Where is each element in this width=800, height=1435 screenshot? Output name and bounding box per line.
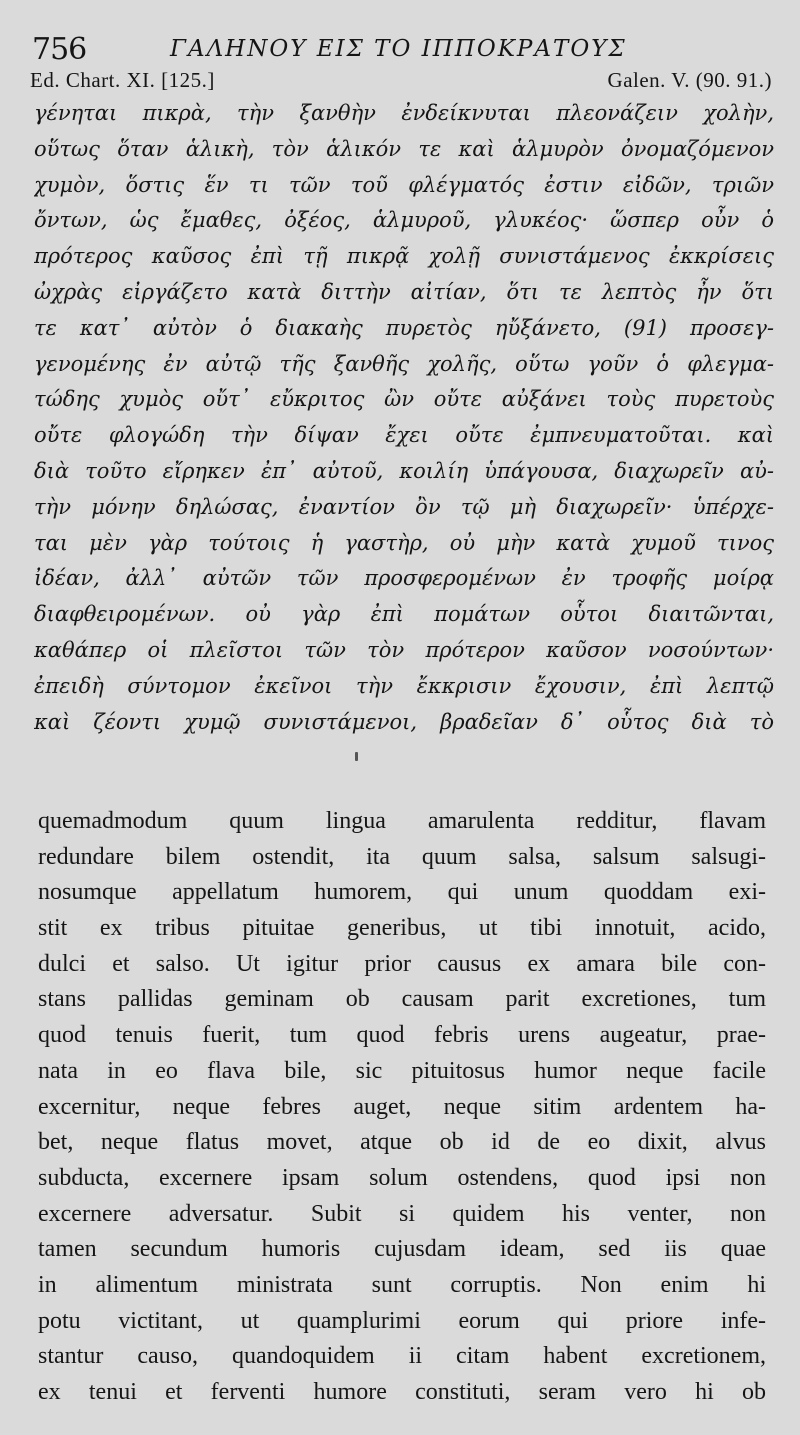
latin-line: nosumque appellatum humorem, qui unum quoddam exi- <box>38 879 766 906</box>
greek-line: διὰ τοῦτο εἴρηκεν ἐπ᾽ αὐτοῦ, κοιλίη ὑπάγουσα, διαχωρεῖν αὐ- <box>34 458 774 483</box>
latin-line: excernitur, neque febres auget, neque sitim ardentem ha- <box>38 1093 766 1120</box>
greek-line: ται μὲν γὰρ τούτοις ἡ γαστὴρ, οὐ μὴν κατὰ χυμοῦ τινος <box>34 530 774 555</box>
latin-line: stantur causo, quandoquidem ii citam habent excretionem, <box>38 1343 766 1370</box>
latin-line: dulci et salso. Ut igitur prior causus ex amara bile con- <box>38 950 766 977</box>
greek-line: γένηται πικρὰ, τὴν ξανθὴν ἐνδείκνυται πλεονάζειν χολὴν, <box>34 101 774 125</box>
latin-line: stans pallidas geminam ob causam parit excretiones, tum <box>38 986 766 1013</box>
greek-line: τώδης χυμὸς οὔτ᾽ εὔκριτος ὢν οὔτε αὐξάνει τοὺς πυρετοὺς <box>34 387 774 412</box>
greek-line: καθάπερ οἱ πλεῖστοι τῶν τὸν πρότερον καῦσον νοσούντων· <box>34 637 774 662</box>
ink-mark <box>355 752 358 761</box>
greek-text-block <box>34 96 774 740</box>
latin-line: potu victitant, ut quamplurimi eorum qui priore infe- <box>38 1307 766 1334</box>
greek-line: οὕτως ὅταν ἁλικὴ, τὸν ἁλικόν τε καὶ ἁλμυρὸν ὀνομαζόμενον <box>34 136 774 161</box>
latin-line: quemadmodum quum lingua amarulenta redditur, flavam <box>38 808 766 834</box>
edition-reference-chart: Ed. Chart. XI. [125.] <box>30 68 215 92</box>
latin-line: ex tenui et ferventi humore constituti, seram vero hi ob <box>38 1379 766 1405</box>
greek-line: ὄντων, ὡς ἔμαθες, ὀξέος, ἁλμυροῦ, γλυκέος· ὥσπερ οὖν ὁ <box>34 208 774 233</box>
running-title: ΓΑΛΗΝΟΥ ΕΙΣ ΤΟ ΙΠΠΟΚΡΑΤΟΥΣ <box>170 36 627 62</box>
greek-line: χυμὸν, ὅστις ἕν τι τῶν τοῦ φλέγματός ἐστιν εἰδῶν, τριῶν <box>34 172 774 197</box>
latin-line: nata in eo flava bile, sic pituitosus humor neque facile <box>38 1057 766 1084</box>
latin-line: bet, neque flatus movet, atque ob id de eo dixit, alvus <box>38 1129 766 1156</box>
greek-line: τε κατ᾽ αὐτὸν ὁ διακαὴς πυρετὸς ηὔξάνετο, (91) προσεγ- <box>34 315 774 340</box>
latin-line: stit ex tribus pituitae generibus, ut tibi innotuit, acido, <box>38 915 766 942</box>
latin-line: redundare bilem ostendit, ita quum salsa, salsum salsugi- <box>38 843 766 870</box>
greek-line: οὔτε φλογώδη τὴν δίψαν ἔχει οὔτε ἐμπνευματοῦται. καὶ <box>34 423 774 448</box>
greek-line: ἰδέαν, ἀλλ᾽ αὐτῶν τῶν προσφερομένων ἐν τροφῆς μοίρᾳ <box>34 566 774 591</box>
greek-line: καὶ ζέοντι χυμῷ συνιστάμενοι, βραδεῖαν δ᾽ οὗτος διὰ τὸ <box>34 709 774 734</box>
edition-reference-galen: Galen. V. (90. 91.) <box>607 68 772 92</box>
page-number: 756 <box>32 32 87 67</box>
greek-line: πρότερος καῦσος ἐπὶ τῇ πικρᾷ χολῇ συνιστάμενος ἐκκρίσεις <box>34 244 774 269</box>
latin-line: in alimentum ministrata sunt corruptis. Non enim hi <box>38 1271 766 1298</box>
latin-line: subducta, excernere ipsam solum ostendens, quod ipsi non <box>38 1164 766 1191</box>
greek-line: διαφθειρομένων. οὐ γὰρ ἐπὶ πομάτων οὗτοι διαιτῶνται, <box>34 602 774 627</box>
greek-line: γενομένης ἐν αὐτῷ τῆς ξανθῆς χολῆς, οὕτω γοῦν ὁ φλεγμα- <box>34 351 774 376</box>
greek-line: τὴν μόνην δηλώσας, ἐναντίον ὂν τῷ μὴ διαχωρεῖν· ὑπέρχε- <box>34 494 774 519</box>
latin-line: quod tenuis fuerit, tum quod febris urens augeatur, prae- <box>38 1022 766 1049</box>
greek-line: ὠχρὰς εἰργάζετο κατὰ διττὴν αἰτίαν, ὅτι τε λεπτὸς ἦν ὅτι <box>34 279 774 304</box>
running-head <box>30 28 770 68</box>
latin-line: excernere adversatur. Subit si quidem his venter, non <box>38 1200 766 1227</box>
latin-line: tamen secundum humoris cujusdam ideam, sed iis quae <box>38 1236 766 1263</box>
edition-line <box>30 68 772 96</box>
latin-text-block <box>38 804 766 1411</box>
greek-line: ἐπειδὴ σύντομον ἐκεῖνοι τὴν ἔκκρισιν ἔχουσιν, ἐπὶ λεπτῷ <box>34 673 774 698</box>
